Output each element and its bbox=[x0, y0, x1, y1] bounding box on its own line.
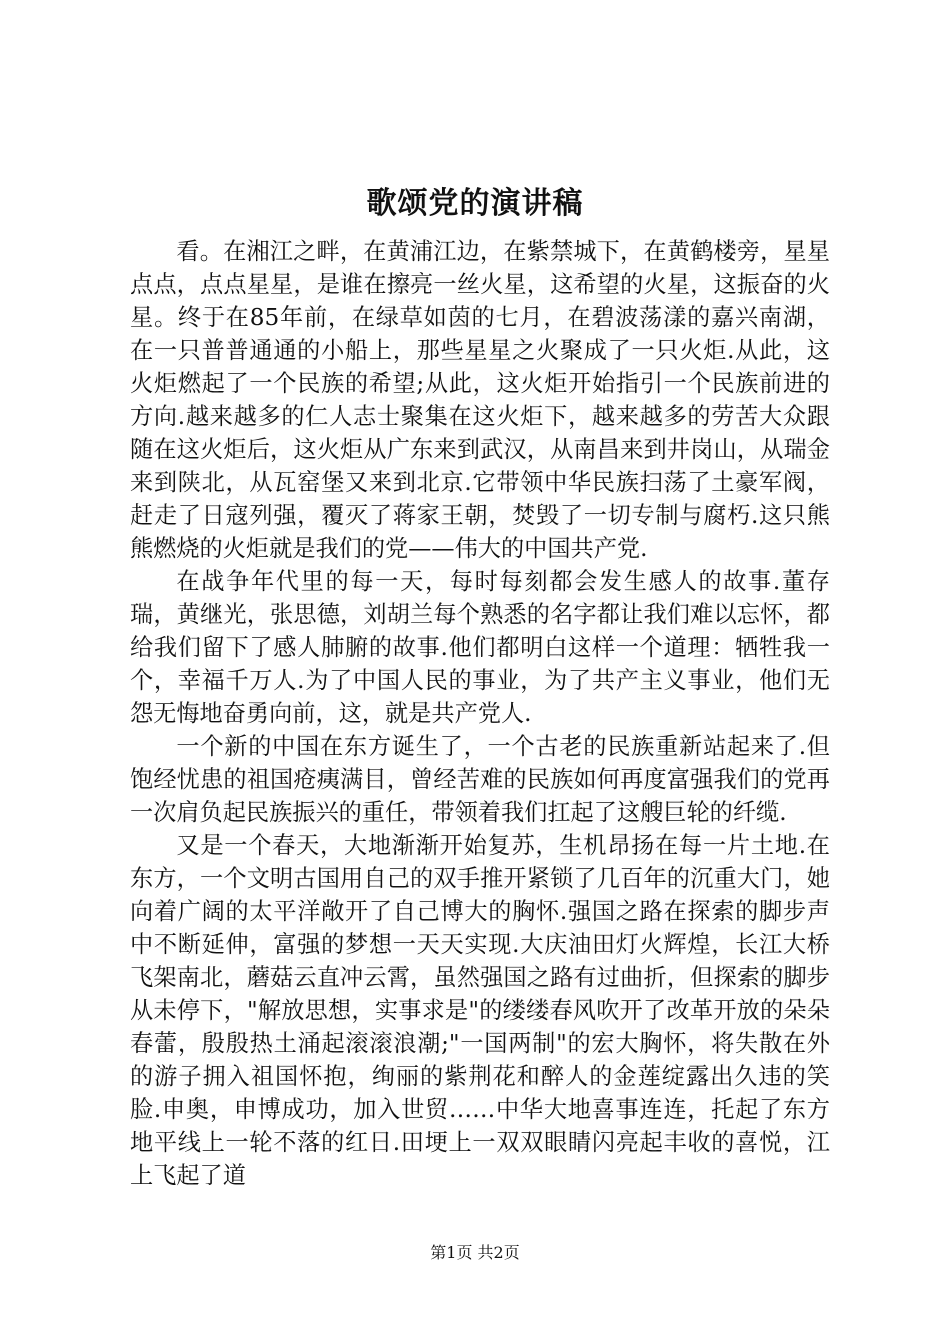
page-footer: 第1页 共2页 bbox=[430, 1243, 520, 1262]
paragraph: 在战争年代里的每一天，每时每刻都会发生感人的故事.董存瑞，黄继光，张思德，刘胡兰每个熟悉的名字都让我们难以忘怀，都给我们留下了感人肺腑的故事.他们都明白这样一个道理：牺牲我一个，幸福千万人.为了中国人民的事业，为了共产主义事业，他们无怨无悔地奋勇向前，这，就是共产党人. bbox=[130, 568, 830, 727]
paragraph: 看。在湘江之畔，在黄浦江边，在紫禁城下，在黄鹤楼旁，星星点点，点点星星，是谁在擦亮一丝火星，这希望的火星，这振奋的火星。终于在85年前，在绿草如茵的七月，在碧波荡漾的嘉兴南湖，在一只普普通通的小船上，那些星星之火聚成了一只火炬.从此，这火炬燃起了一个民族的希望;从此，这火炬开始指引一个民族前进的方向.越来越多的仁人志士聚集在这火炬下，越来越多的劳苦大众跟随在这火炬后，这火炬从广东来到武汉，从南昌来到井岗山，从瑞金来到陕北，从瓦窑堡又来到北京.它带领中华民族扫荡了土豪军阀，赶走了日寇列强，覆灭了蒋家王朝，焚毁了一切专制与腐朽.这只熊熊燃烧的火炬就是我们的党——伟大的中国共产党. bbox=[130, 238, 830, 562]
paragraph: 一个新的中国在东方诞生了，一个古老的民族重新站起来了.但饱经忧患的祖国疮痍满目，曾经苦难的民族如何再度富强我们的党再一次肩负起民族振兴的重任，带领着我们扛起了这艘巨轮的纤缆. bbox=[130, 733, 830, 826]
document-body bbox=[130, 235, 830, 1192]
document-title: 歌颂党的演讲稿 bbox=[366, 186, 584, 221]
paragraph: 又是一个春天，大地渐渐开始复苏，生机昂扬在每一片土地.在东方，一个文明古国用自己的双手推开紧锁了几百年的沉重大门，她向着广阔的太平洋敞开了自己博大的胸怀.强国之路在探索的脚步声中不断延伸，富强的梦想一天天实现.大庆油田灯火辉煌，长江大桥飞架南北，蘑菇云直冲云霄，虽然强国之路有过曲折，但探索的脚步从未停下，"解放思想，实事求是"的缕缕春风吹开了改革开放的朵朵春蕾，殷殷热土涌起滚滚浪潮;"一国两制"的宏大胸怀，将失散在外的游子拥入祖国怀抱，绚丽的紫荆花和醉人的金莲绽露出久违的笑脸.申奥，申博成功，加入世贸……中华大地喜事连连，托起了东方地平线上一轮不落的红日.田埂上一双双眼睛闪亮起丰收的喜悦，江上飞起了道 bbox=[130, 832, 830, 1189]
